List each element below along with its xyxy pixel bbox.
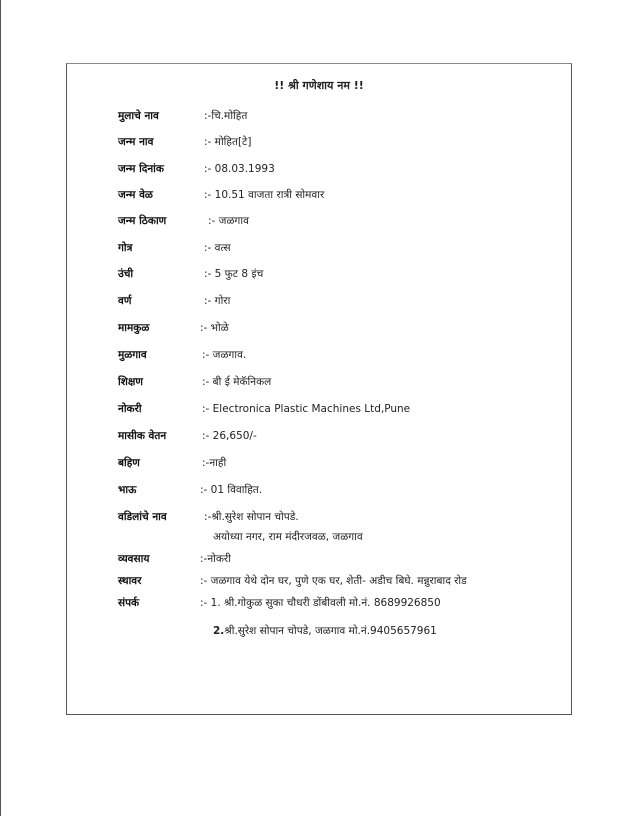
- field-value: :- जळगाव: [208, 215, 249, 227]
- field-value: :- 08.03.1993: [204, 163, 275, 175]
- field-label: मुलाचे नाव: [118, 110, 159, 122]
- field-label: मुळगाव: [118, 349, 147, 361]
- field-value: :- 5 फुट 8 इंच: [204, 268, 264, 280]
- field-value: :- Electronica Plastic Machines Ltd,Pune: [202, 403, 411, 415]
- field-label: जन्म वेळ: [118, 189, 153, 201]
- field-label: मामकुळ: [118, 322, 150, 334]
- field-value: :-नोकरी: [200, 553, 231, 565]
- father-address: अयोध्या नगर, राम मंदीरजवळ, जळगाव: [213, 531, 363, 543]
- field-value: :- जळगाव.: [202, 349, 247, 361]
- field-value: :-श्री.सुरेश सोपान चोपडे.: [204, 511, 299, 523]
- contact-second-number: 2.: [213, 625, 225, 637]
- field-label: मासीक वेतन: [118, 430, 167, 442]
- page-left-edge: [0, 0, 1, 816]
- field-value: :- भोळे: [200, 322, 229, 334]
- field-label: नोकरी: [118, 403, 142, 415]
- field-value: :- बी ई मेकॅनिकल: [202, 376, 272, 388]
- field-label: स्थावर: [118, 575, 142, 587]
- field-label: गोत्र: [118, 242, 133, 254]
- contact-second-text: श्री.सुरेश सोपान चोपडे, जळगाव मो.नं.9405657961: [224, 625, 437, 637]
- field-label: बहिण: [118, 457, 140, 469]
- field-value: :- 1. श्री.गोकुळ सुका चौधरी डोंबीवली मो.नं. 8689926850: [200, 597, 441, 609]
- field-value: :-चि.मोहित: [204, 110, 248, 122]
- field-label: व्यवसाय: [118, 553, 150, 565]
- document-heading: !! श्री गणेशाय नम !!: [274, 79, 364, 92]
- field-label: वर्ण: [118, 295, 132, 307]
- field-value: :- 10.51 वाजता रात्री सोमवार: [204, 189, 325, 201]
- field-value: :- गोरा: [204, 295, 231, 307]
- field-label: जन्म दिनांक: [118, 163, 164, 175]
- contact-second-line: [213, 623, 437, 639]
- field-value: :-नाही: [202, 457, 227, 469]
- field-label: भाऊ: [118, 484, 137, 496]
- field-label: संपर्क: [118, 597, 140, 609]
- field-value: :- वत्स: [204, 242, 231, 254]
- field-label: वडिलांचे नाव: [118, 511, 167, 523]
- field-label: शिक्षण: [118, 376, 143, 388]
- field-value: :- जळगाव येथे दोन घर, पुणे एक घर, शेती- अडीच बिघे. मन्नुराबाद रोड: [200, 575, 467, 587]
- field-label: जन्म नाव: [118, 136, 154, 148]
- field-value: :- मोहित[टे]: [204, 136, 252, 148]
- field-value: :- 26,650/-: [202, 430, 257, 442]
- field-label: उंची: [118, 268, 134, 280]
- field-label: जन्म ठिकाण: [118, 215, 167, 227]
- field-value: :- 01 विवाहित.: [200, 484, 263, 496]
